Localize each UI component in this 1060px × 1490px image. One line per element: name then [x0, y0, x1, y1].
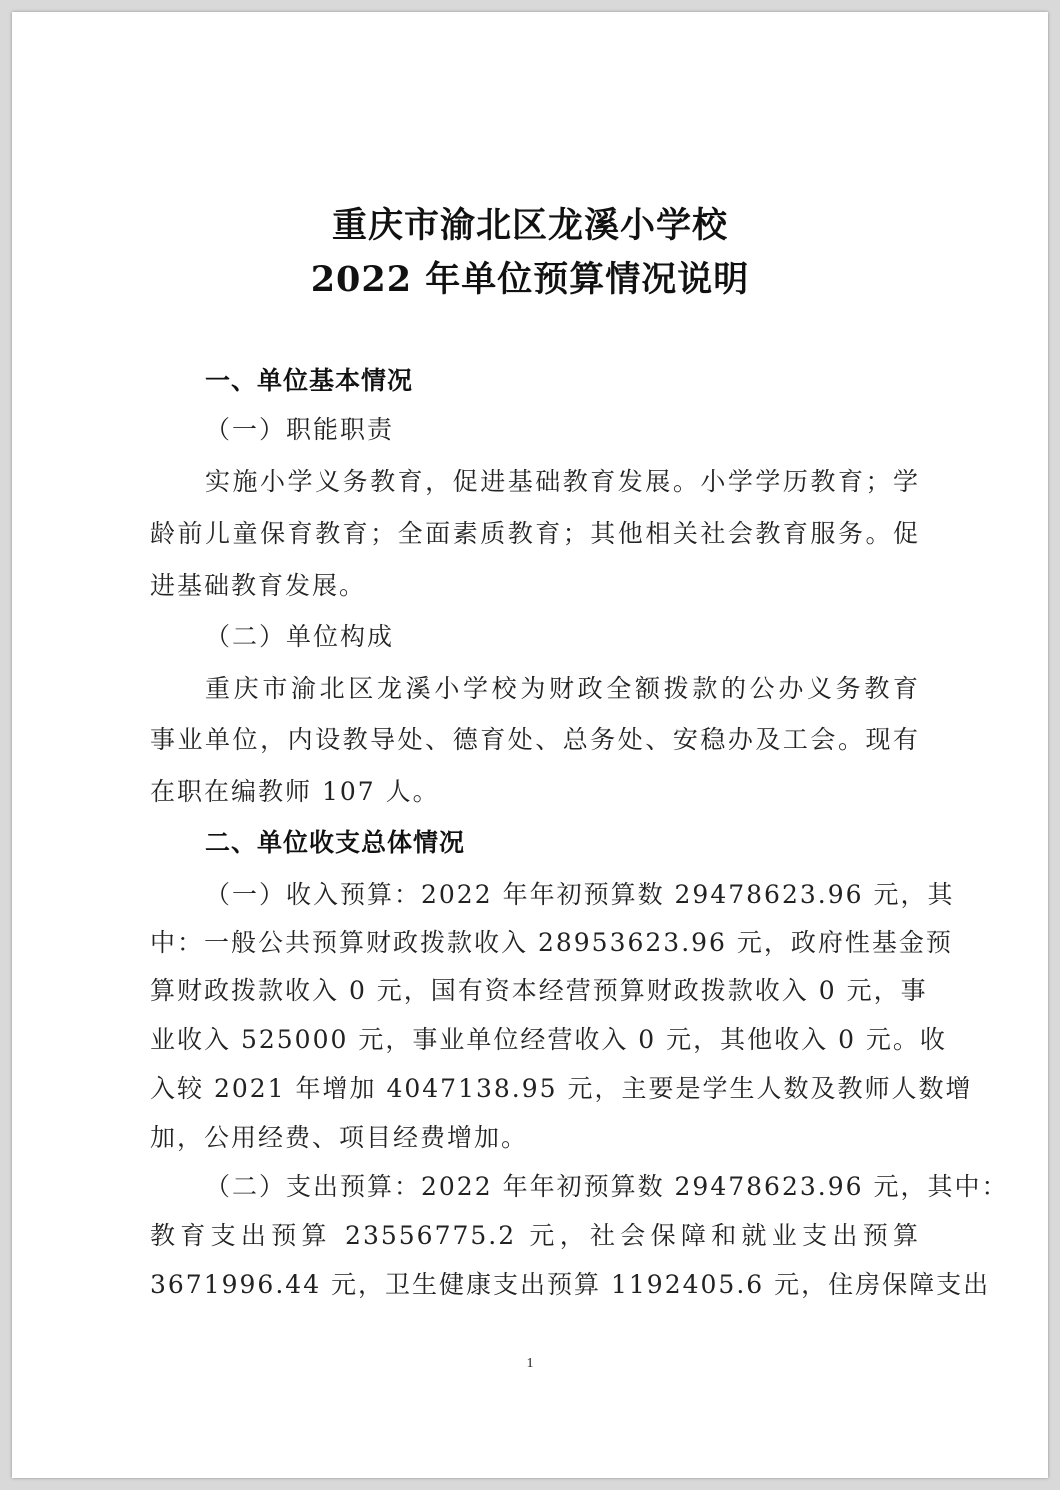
- paragraph-line: 进基础教育发展。: [150, 571, 367, 600]
- paragraph-line: 重庆市渝北区龙溪小学校为财政全额拨款的公办义务教育: [205, 674, 920, 703]
- paragraph-line: 教育支出预算 23556775.2 元，社会保障和就业支出预算: [150, 1221, 920, 1250]
- paragraph-line: 3671996.44 元，卫生健康支出预算 1192405.6 元，住房保障支出: [150, 1270, 991, 1299]
- paragraph-line: 算财政拨款收入 0 元，国有资本经营预算财政拨款收入 0 元，事: [150, 976, 928, 1005]
- subsection-heading-1-2: （二）单位构成: [205, 622, 395, 651]
- paragraph-line: 加，公用经费、项目经费增加。: [150, 1123, 529, 1152]
- paragraph-line: （二）支出预算：2022 年年初预算数 29478623.96 元，其中：: [205, 1172, 1009, 1201]
- paragraph-line: 实施小学义务教育，促进基础教育发展。小学学历教育；学: [205, 467, 920, 496]
- subsection-heading-1-1: （一）职能职责: [205, 415, 395, 444]
- document-title-line-2: 2022 年单位预算情况说明: [310, 259, 750, 300]
- section-heading-1: 一、单位基本情况: [205, 366, 414, 395]
- page-number: 1: [526, 1356, 534, 1371]
- paragraph-line: 龄前儿童保育教育；全面素质教育；其他相关社会教育服务。促: [150, 519, 920, 548]
- document-title-line-1: 重庆市渝北区龙溪小学校: [331, 205, 728, 246]
- paragraph-line: （一）收入预算：2022 年年初预算数 29478623.96 元，其: [205, 880, 955, 909]
- paragraph-line: 事业单位，内设教导处、德育处、总务处、安稳办及工会。现有: [150, 725, 920, 754]
- paragraph-line: 业收入 525000 元，事业单位经营收入 0 元，其他收入 0 元。收: [150, 1025, 947, 1054]
- paragraph-line: 中：一般公共预算财政拨款收入 28953623.96 元，政府性基金预: [150, 928, 953, 957]
- paragraph-line: 入较 2021 年增加 4047138.95 元，主要是学生人数及教师人数增: [150, 1074, 973, 1103]
- paragraph-line: 在职在编教师 107 人。: [150, 777, 440, 806]
- section-heading-2: 二、单位收支总体情况: [205, 828, 466, 857]
- document-page: [12, 12, 1048, 1478]
